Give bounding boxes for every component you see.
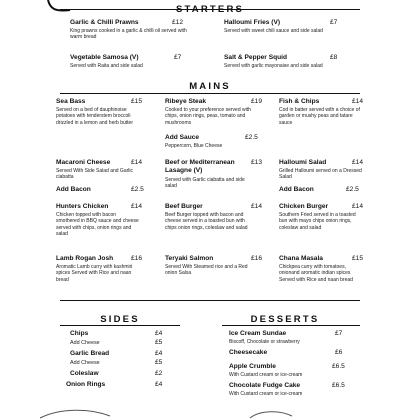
dessert-desc: With Custard cream or ice-cream [229, 391, 303, 397]
dessert-name: Apple Crumble [229, 363, 276, 370]
side-price: £4 [155, 330, 163, 337]
side-name: Coleslaw [70, 370, 99, 377]
dessert-price: £6 [335, 349, 343, 356]
main-price: £14 [131, 159, 143, 166]
main-name: Macaroni Cheese [56, 159, 111, 166]
side-price: £2 [155, 370, 163, 377]
main-price: £19 [251, 98, 263, 105]
decorative-bottom-swash [30, 404, 390, 420]
starter-price: £8 [330, 54, 338, 61]
main-price: £14 [352, 159, 364, 166]
starter-price: £7 [330, 19, 338, 26]
main-price: £14 [251, 203, 263, 210]
main-desc: Beef Burger topped with bacon and cheese served in a toasted bun with chips onion rings, coleslaw and salad [165, 212, 248, 231]
main-desc: Aromatic Lamb curry with kashmiri spices Served with Rice and naan bread [56, 264, 133, 283]
main-name: Beef or Mediterranean Lasagne (V) [165, 159, 235, 174]
starter-price: £7 [174, 54, 182, 61]
main-desc: Chickpea curry with tomatoes, onionand aromatic indian spices Served with Rice and naan bread [279, 264, 353, 283]
main-name: Halloumi Salad [279, 159, 327, 166]
sides-heading: SIDES [100, 314, 140, 325]
main-price: £14 [352, 98, 364, 105]
main-desc: Served on a bed of dauphinoise potatoes with tenderstem broccoli drizzled in a lemon and herb butter [56, 107, 133, 126]
mains-rule [60, 93, 360, 94]
main-desc: Served With Side Salad and Garlic ciabatta [56, 168, 133, 181]
main-name: Fish & Chips [279, 98, 320, 105]
main-price: £16 [131, 255, 143, 262]
starter-name: Salt & Pepper Squid [224, 54, 288, 61]
main-desc: Southern Fried served in a toasted bun with mayo chips onion rings, coleslaw and salad [279, 212, 356, 231]
dessert-desc: With Custard cream or ice-cream [229, 372, 303, 378]
add-bacon-name: Add Bacon [56, 186, 91, 193]
main-name: Teryaki Salmon [165, 255, 214, 262]
sides-rule [60, 325, 180, 326]
main-name: Chana Masala [279, 255, 323, 262]
main-name: Hunters Chicken [56, 203, 109, 210]
dessert-name: Ice Cream Sundae [229, 330, 287, 337]
starter-desc: Served with sweet chili sauce and side salad [224, 28, 323, 34]
sides-desserts-top-rule [60, 300, 360, 301]
desserts-heading: DESSERTS [250, 314, 320, 325]
main-price: £14 [352, 203, 364, 210]
main-desc: Grilled Halloumi served on a Dressed Salad [279, 168, 362, 181]
add-bacon-price: £2.5 [131, 186, 144, 193]
starter-name: Garlic & Chilli Prawns [70, 19, 139, 26]
side-name: Onion Rings [66, 381, 106, 388]
side-price: £4 [155, 381, 163, 388]
add-sauce-price: £2.5 [245, 134, 258, 141]
dessert-price: £6.5 [332, 363, 345, 370]
add-sauce-desc: Peppercorn, Blue Cheese [165, 143, 223, 149]
dessert-name: Cheesecake [229, 349, 268, 356]
dessert-price: £7 [335, 330, 343, 337]
main-price: £14 [131, 203, 143, 210]
main-price: £15 [352, 255, 364, 262]
starter-price: £12 [172, 19, 184, 26]
side-name: Garlic Bread [70, 350, 110, 357]
dessert-name: Chocolate Fudge Cake [229, 382, 301, 389]
side-price: £4 [155, 350, 163, 357]
add-bacon-price: £2.5 [346, 186, 359, 193]
starter-desc: Served with Raita and side salad [70, 63, 143, 69]
side-sub-price: £5 [155, 359, 163, 366]
side-sub: Add Cheese [70, 340, 100, 346]
starter-name: Halloumi Fries (V) [224, 19, 281, 26]
mains-heading: MAINS [189, 81, 231, 92]
main-price: £13 [251, 159, 263, 166]
side-sub: Add Cheese [70, 360, 100, 366]
add-sauce-name: Add Sauce [165, 134, 200, 141]
starter-name: Vegetable Samosa (V) [70, 54, 139, 61]
starters-heading: STARTERS [175, 4, 245, 15]
main-name: Chicken Burger [279, 203, 329, 210]
main-desc: Cooked to your preference served with chips, onion rings, peas, tomato and mushrooms [165, 107, 251, 126]
add-bacon-name: Add Bacon [279, 186, 314, 193]
dessert-price: £6.5 [332, 382, 345, 389]
starter-desc: King prawns cooked in a garlic & chilli oil served with warm bread [70, 28, 187, 41]
desserts-rule [222, 325, 360, 326]
main-name: Sea Bass [56, 98, 86, 105]
side-sub-price: £5 [155, 339, 163, 346]
main-desc: Served With Steamed rice and a Red onion Salsa [165, 264, 248, 277]
main-name: Beef Burger [165, 203, 203, 210]
main-name: Ribeye Steak [165, 98, 207, 105]
main-desc: Cod in batter served with a choice of garden or mushy peas and tatare sauce [279, 107, 360, 126]
main-desc: Served with Garlic ciabatta and side salad [165, 177, 245, 190]
side-name: Chips [70, 330, 89, 337]
main-price: £16 [251, 255, 263, 262]
dessert-desc: Biscoff, Chocolate or strawberry [229, 339, 300, 345]
starter-desc: Served with garlic mayonaise and side salad [224, 63, 323, 69]
main-price: £15 [131, 98, 143, 105]
main-name: Lamb Rogan Josh [56, 255, 114, 262]
main-desc: Chicken topped with bacon smothered in BBQ sauce and cheese served with chips, onion rings and salad [56, 212, 139, 238]
